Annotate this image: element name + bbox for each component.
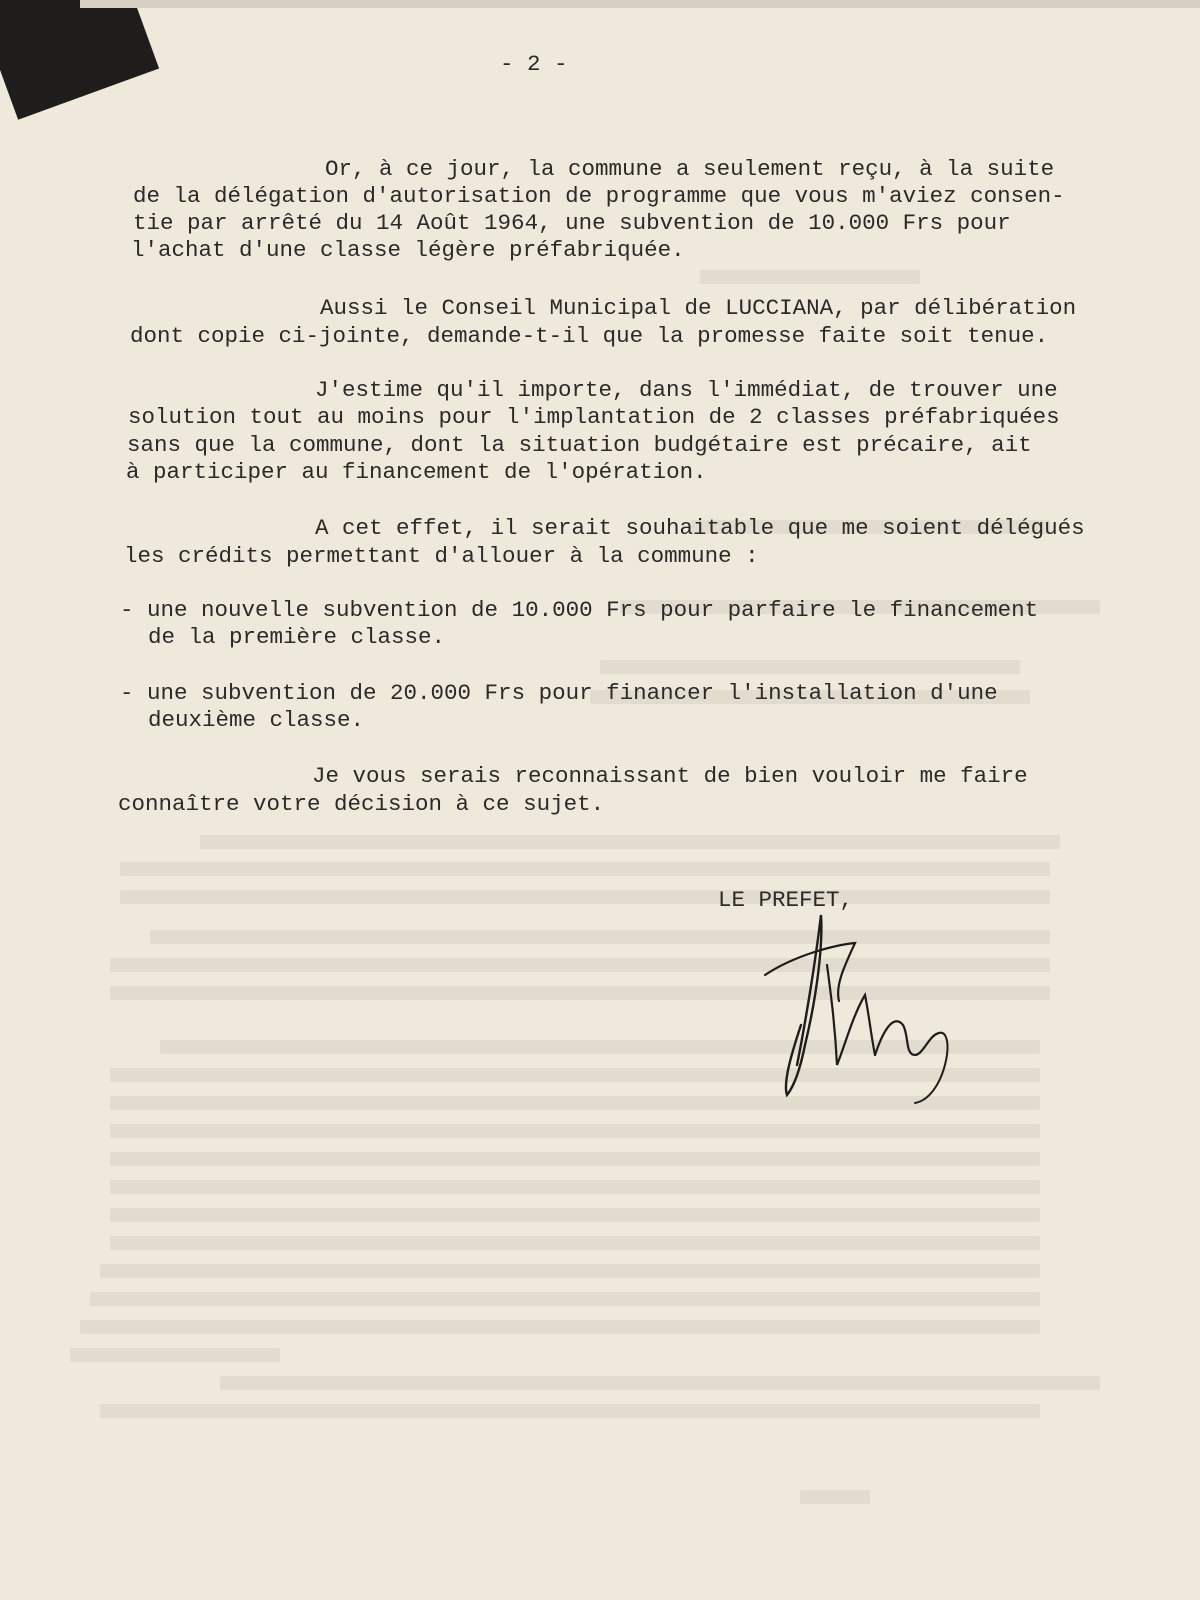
- paragraph-2-line-1: Aussi le Conseil Municipal de LUCCIANA, par délibération: [320, 295, 1077, 321]
- paragraph-3-line-4: à participer au financement de l'opération.: [126, 459, 707, 485]
- bullet-2-line-1: - une subvention de 20.000 Frs pour financer l'installation d'une: [120, 680, 998, 706]
- bullet-1-line-2: de la première classe.: [148, 624, 446, 650]
- bullet-2-line-2: deuxième classe.: [148, 707, 365, 733]
- closing-title: LE PREFET,: [718, 887, 854, 913]
- paragraph-4-line-2: les crédits permettant d'allouer à la commune :: [124, 543, 759, 569]
- page-number: - 2 -: [500, 51, 568, 77]
- paragraph-5-line-2: connaître votre décision à ce sujet.: [118, 791, 605, 817]
- bullet-1-line-1: - une nouvelle subvention de 10.000 Frs pour parfaire le financement: [120, 597, 1039, 623]
- paragraph-3-line-3: sans que la commune, dont la situation budgétaire est précaire, ait: [127, 432, 1032, 458]
- paragraph-3-line-1: J'estime qu'il importe, dans l'immédiat, de trouver une: [315, 377, 1058, 403]
- paragraph-2-line-2: dont copie ci-jointe, demande-t-il que la promesse faite soit tenue.: [130, 323, 1049, 349]
- paragraph-4-line-1: A cet effet, il serait souhaitable que me soient délégués: [315, 515, 1085, 541]
- paragraph-3-line-2: solution tout au moins pour l'implantation de 2 classes préfabriquées: [128, 404, 1060, 430]
- paragraph-1-line-1: Or, à ce jour, la commune a seulement reçu, à la suite: [325, 156, 1055, 182]
- paragraph-1-line-2: de la délégation d'autorisation de programme que vous m'aviez consen-: [133, 183, 1065, 209]
- paragraph-1-line-4: l'achat d'une classe légère préfabriquée.: [131, 237, 685, 263]
- paragraph-1-line-3: tie par arrêté du 14 Août 1964, une subvention de 10.000 Frs pour: [133, 210, 1011, 236]
- signature-icon: [735, 905, 965, 1105]
- paragraph-5-line-1: Je vous serais reconnaissant de bien vouloir me faire: [312, 763, 1028, 789]
